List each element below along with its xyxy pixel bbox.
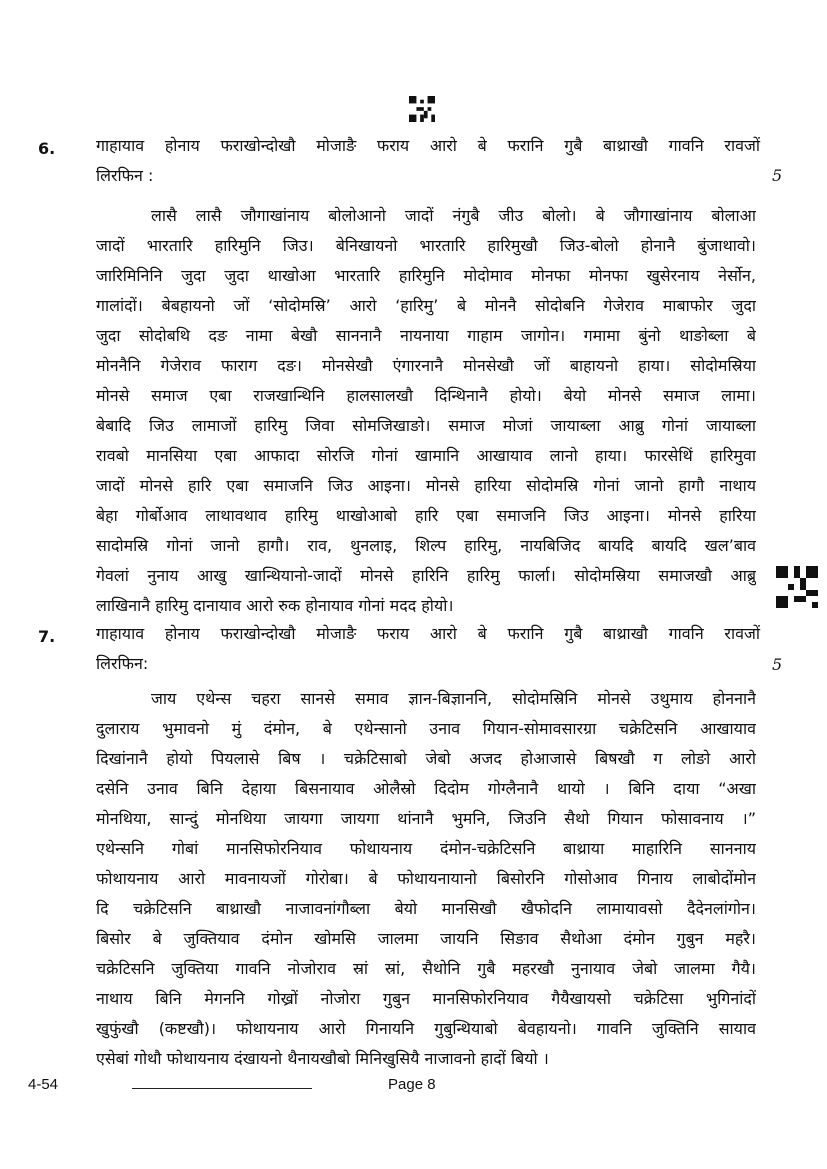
passage-line: फोथायनाय आरो मावनायजों गोरोबा। बे फोथायनायानो बिसोरनि गोसोआव गिनाय लाबोदोंमोन: [96, 869, 756, 888]
passage-line: दुलाराय भुमावनो मुं दंमोन, बे एथेन्सानो उनाव गियान-सोमावसारग्रा चक्रेटिसनि आखायाव: [96, 719, 756, 738]
question-7-heading-line2: लिरफिन:: [96, 654, 149, 673]
passage-line: एसेबां गोथौ फोथायनाय दंखायनो थैनायखौबो मिनिखुसियै नाजावनो हादों बियो ।: [96, 1049, 549, 1068]
passage-line: जाय एथेन्स चहरा सानसे समाव ज्ञान-बिज्ञाननि, सोदोमस्रिनि मोनसे उथुमाय होननानै: [151, 689, 756, 708]
passage-line: जारिमिनिनि जुदा जुदा थाखोआ भारतारि हारिमुनि मोदोमाव मोनफा मोनफा खुसेरनाय नेर्सोन,: [96, 266, 756, 285]
passage-line: दसेनि उनाव बिनि देहाया बिसनायाव ओलैस्रो दिदोम गोग्लैनानै थायो । बिनि दाया “अखा: [96, 779, 756, 798]
question-7-marks: 5: [772, 655, 783, 674]
passage-line: जुदा सोदोबथि दङ नामा बेखौ साननानै नायनाया गाहाम जागोन। गमामा बुंनो थाङोब्ला बे: [96, 326, 756, 345]
passage-line: लाखिनानै हारिमु दानायाव आरो रुक होनायाव गोनां मदद होयो।: [96, 596, 454, 615]
passage-line: नाथाय बिनि मेगननि गोख्रों नोजोरा गुबुन मानसिफोरनियाव गैयैखायसो चक्रेटिसा भुगिनांदों: [96, 989, 756, 1008]
passage-line: जादों मोनसे हारि एबा समाजनि जिउ आइना। मोनसे हारिया सोदोमस्रि गोनां जानो हागौ नाथाय: [96, 476, 756, 495]
passage-line: बेबादि जिउ लामाजों हारिमु जिवा सोमजिखाङो। समाज मोजां जायाब्ला आब्रु गोनां जायाब्ला: [96, 416, 756, 435]
footer-code: 4-54: [28, 1076, 59, 1093]
passage-line: मोनथिया, सान्दुं मोनथिया जायगा जायगा थांनानै भुमनि, जिउनि सैथो गियान फोसावनाय ।”: [96, 809, 756, 828]
question-7-passage: [96, 684, 756, 1074]
question-7-heading-line1: गाहायाव होनाय फराखोन्दोखौ मोजाङै फराय आरो बे फरानि गुबै बाथ्राखौ गावनि रावजों: [96, 624, 760, 643]
passage-line: गालांदों। बेबहायनो जों ‘सोदोमस्रि’ आरो ‘हारिमु’ बे मोननै सोदोबनि गेजेराव माबाफोर जुदा: [96, 296, 756, 315]
qr-code-side: [776, 566, 818, 608]
passage-line: दिखांनानै होयो पियलासे बिष । चक्रेटिसाबो जेबो अजद होआजासे बिषखौ ग लोङो आरो: [96, 749, 756, 768]
qr-code-top: [409, 96, 435, 122]
passage-line: दि चक्रेटिसनि बाथ्राखौ नाजावनांगौब्ला बेयो मानसिखौ खैफोदनि लामायावसो दैदेनलांगोन।: [96, 899, 756, 918]
passage-line: जादों भारतारि हारिमुनि जिउ। बेनिखायनो भारतारि हारिमुखौ जिउ-बोलो होनानै बुंजाथावो।: [96, 236, 756, 255]
question-6-marks: 5: [772, 166, 783, 185]
passage-line: खुफुंखौ (कष्टखौ)। फोथायनाय आरो गिनायनि गुबुन्थियाबो बेवहायनो। गावनि जुक्तिनि सायाव: [96, 1019, 756, 1038]
question-7-heading: [96, 619, 760, 679]
passage-line: मोननैनि गेजेराव फाराग दङ। मोनसेखौ एंगारनानै मोनसेखौ जों बाहायनो हाया। सोदोमस्रिया: [96, 356, 756, 375]
passage-line: गेवलां नुनाय आखु खान्थियानो-जादों मोनसे हारिनि हारिमु फार्ला। सोदोमस्रिया समाजखौ आब्रु: [96, 566, 756, 585]
passage-line: एथेन्सनि गोबां मानसिफोरनियाव फोथायनाय दंमोन-चक्रेटिसनि बाथ्राया माहारिनि साननाय: [96, 839, 756, 858]
passage-line: बेहा गोर्बोआव लाथावथाव हारिमु थाखोआबो हारि एबा समाजनि जिउ आइना। मोनसे हारिया: [96, 506, 756, 525]
question-6-heading-line2: लिरफिन :: [96, 166, 154, 185]
footer-rule: [132, 1088, 312, 1089]
question-6-heading: [96, 131, 760, 191]
passage-line: बिसोर बे जुक्तियाव दंमोन खोमसि जालमा जायनि सिङाव सैथोआ दंमोन गुबुन महरै।: [96, 929, 756, 948]
passage-line: चक्रेटिसनि जुक्तिया गावनि नोजोराव स्रां स्रां, सैथोनि गुबै महरखौ नुनायाव जेबो जालमा गैयै।: [96, 959, 756, 978]
passage-line: मोनसे समाज एबा राजखान्थिनि हालसालखौ दिन्थिनानै होयो। बेयो मोनसे समाज लामा।: [96, 386, 756, 405]
passage-line: सादोमस्रि गोनां जानो हागौ। राव, थुनलाइ, शिल्प हारिमु, नायबिजिद बायदि बायदि खल’बाव: [96, 536, 756, 555]
question-7-number: 7.: [38, 627, 56, 646]
question-6-passage: [96, 201, 756, 621]
passage-line: लासै लासै जौगाखांनाय बोलोआनो जादों नंगुबै जीउ बोलो। बे जौगाखांनाय बोलाआ: [151, 206, 756, 225]
question-6-heading-line1: गाहायाव होनाय फराखोन्दोखौ मोजाङै फराय आरो बे फरानि गुबै बाथ्राखौ गावनि रावजों: [96, 136, 760, 155]
footer-page-number: Page 8: [388, 1076, 436, 1093]
passage-line: रावबो मानसिया एबा आफादा सोरजि गोनां खामानि आखायाव लानो हाया। फारसेथिं हारिमुवा: [96, 446, 756, 465]
question-6-number: 6.: [38, 139, 56, 158]
